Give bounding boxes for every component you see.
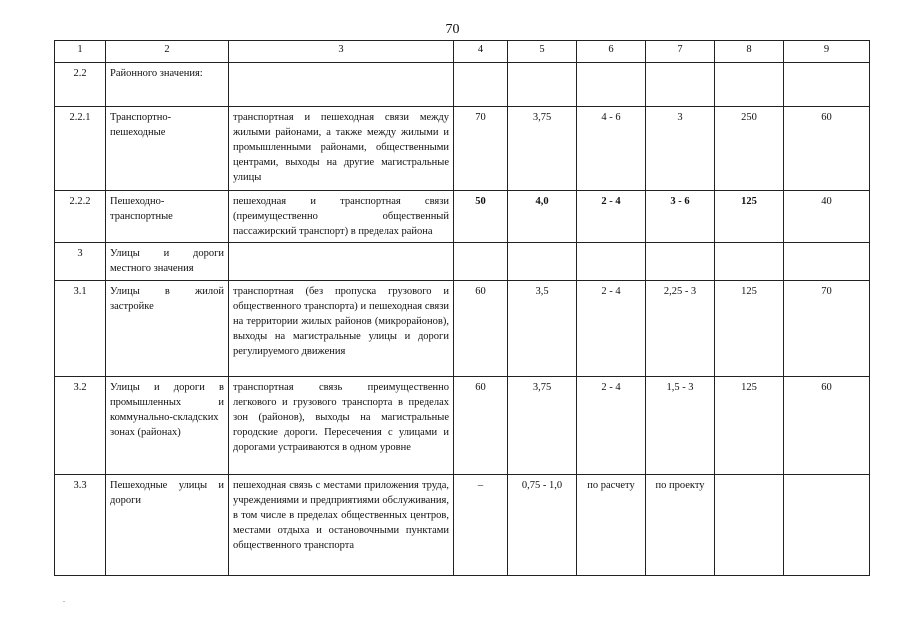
max-grade-cell: 60 [784, 377, 870, 475]
design-speed-cell: 60 [454, 377, 508, 475]
row-number-cell: 3.1 [55, 281, 106, 377]
lane-count-cell: 2 - 4 [577, 191, 646, 243]
column-header-1: 1 [55, 41, 106, 63]
lane-count-cell: 2 - 4 [577, 281, 646, 377]
lane-count-cell: 4 - 6 [577, 107, 646, 191]
main-purpose-cell: пешеходная и транспортная связи (преимущественно общественный пассажирский транспорт) в пределах района [229, 191, 454, 243]
design-speed-cell [454, 63, 508, 107]
lane-width-cell [508, 243, 577, 281]
design-speed-cell: 70 [454, 107, 508, 191]
median-width-cell: 3 - 6 [646, 191, 715, 243]
lane-width-cell: 3,75 [508, 107, 577, 191]
page-number: 70 [445, 22, 460, 37]
min-curve-radius-cell: 125 [715, 377, 784, 475]
table-row [55, 377, 870, 475]
design-speed-cell: 50 [454, 191, 508, 243]
main-purpose-cell [229, 63, 454, 107]
row-number-cell: 3.3 [55, 475, 106, 576]
max-grade-cell: 70 [784, 281, 870, 377]
min-curve-radius-cell: 125 [715, 281, 784, 377]
column-header-7: 7 [646, 41, 715, 63]
median-width-cell: по проекту [646, 475, 715, 576]
street-category-cell: Пешеходные улицы и дороги [106, 475, 229, 576]
main-purpose-cell: транспортная связь преимущественно легкового и грузового транспорта в пределах зон (районов), выходы на магистральные городские дороги. Пересечения с улицами и дорогами устраиваются в одном уровне [229, 377, 454, 475]
min-curve-radius-cell [715, 475, 784, 576]
min-curve-radius-cell [715, 243, 784, 281]
table-row [55, 281, 870, 377]
design-speed-cell [454, 243, 508, 281]
max-grade-cell [784, 475, 870, 576]
column-header-5: 5 [508, 41, 577, 63]
column-header-6: 6 [577, 41, 646, 63]
street-category-cell: Транспортно-пешеходные [106, 107, 229, 191]
lane-count-cell [577, 63, 646, 107]
table-row [55, 243, 870, 281]
row-number-cell: 2.2.2 [55, 191, 106, 243]
street-category-cell: Улицы в жилой застройке [106, 281, 229, 377]
column-header-2: 2 [106, 41, 229, 63]
street-category-cell: Районного значения: [106, 63, 229, 107]
lane-count-cell: по расчету [577, 475, 646, 576]
table-body [55, 41, 870, 576]
min-curve-radius-cell: 250 [715, 107, 784, 191]
min-curve-radius-cell [715, 63, 784, 107]
max-grade-cell [784, 63, 870, 107]
street-category-cell: Улицы и дороги местного значения [106, 243, 229, 281]
max-grade-cell: 40 [784, 191, 870, 243]
table-row [55, 63, 870, 107]
median-width-cell [646, 63, 715, 107]
main-purpose-cell: пешеходная связь с местами приложения труда, учреждениями и предприятиями обслуживания, в том числе в пределах общественных центров, местами отдыха и остановочными пунктами общественного транспорта [229, 475, 454, 576]
median-width-cell [646, 243, 715, 281]
row-number-cell: 2.2 [55, 63, 106, 107]
table-header-row [55, 41, 870, 63]
column-header-8: 8 [715, 41, 784, 63]
road-classification-table [54, 40, 870, 576]
lane-width-cell: 3,75 [508, 377, 577, 475]
lane-width-cell: 3,5 [508, 281, 577, 377]
main-purpose-cell [229, 243, 454, 281]
median-width-cell: 1,5 - 3 [646, 377, 715, 475]
column-header-3: 3 [229, 41, 454, 63]
main-purpose-cell: транспортная и пешеходная связи между жилыми районами, а также между жилыми и промышленными районами, общественными центрами, выходы на другие магистральные улицы [229, 107, 454, 191]
table-row [55, 475, 870, 576]
lane-count-cell [577, 243, 646, 281]
column-header-4: 4 [454, 41, 508, 63]
table-row [55, 191, 870, 243]
street-category-cell: Улицы и дороги в промышленных и коммунально-складских зонах (районах) [106, 377, 229, 475]
row-number-cell: 3.2 [55, 377, 106, 475]
lane-width-cell: 4,0 [508, 191, 577, 243]
scan-artifact [63, 601, 65, 602]
row-number-cell: 2.2.1 [55, 107, 106, 191]
lane-width-cell [508, 63, 577, 107]
min-curve-radius-cell: 125 [715, 191, 784, 243]
design-speed-cell: – [454, 475, 508, 576]
row-number-cell: 3 [55, 243, 106, 281]
max-grade-cell [784, 243, 870, 281]
max-grade-cell: 60 [784, 107, 870, 191]
street-category-cell: Пешеходно-транспортные [106, 191, 229, 243]
median-width-cell: 3 [646, 107, 715, 191]
table-row [55, 107, 870, 191]
column-header-9: 9 [784, 41, 870, 63]
lane-count-cell: 2 - 4 [577, 377, 646, 475]
lane-width-cell: 0,75 - 1,0 [508, 475, 577, 576]
median-width-cell: 2,25 - 3 [646, 281, 715, 377]
main-purpose-cell: транспортная (без пропуска грузового и общественного транспорта) и пешеходная связи на территории жилых районов (микрорайонов), выходы на магистральные улицы и дороги регулируемого движения [229, 281, 454, 377]
design-speed-cell: 60 [454, 281, 508, 377]
